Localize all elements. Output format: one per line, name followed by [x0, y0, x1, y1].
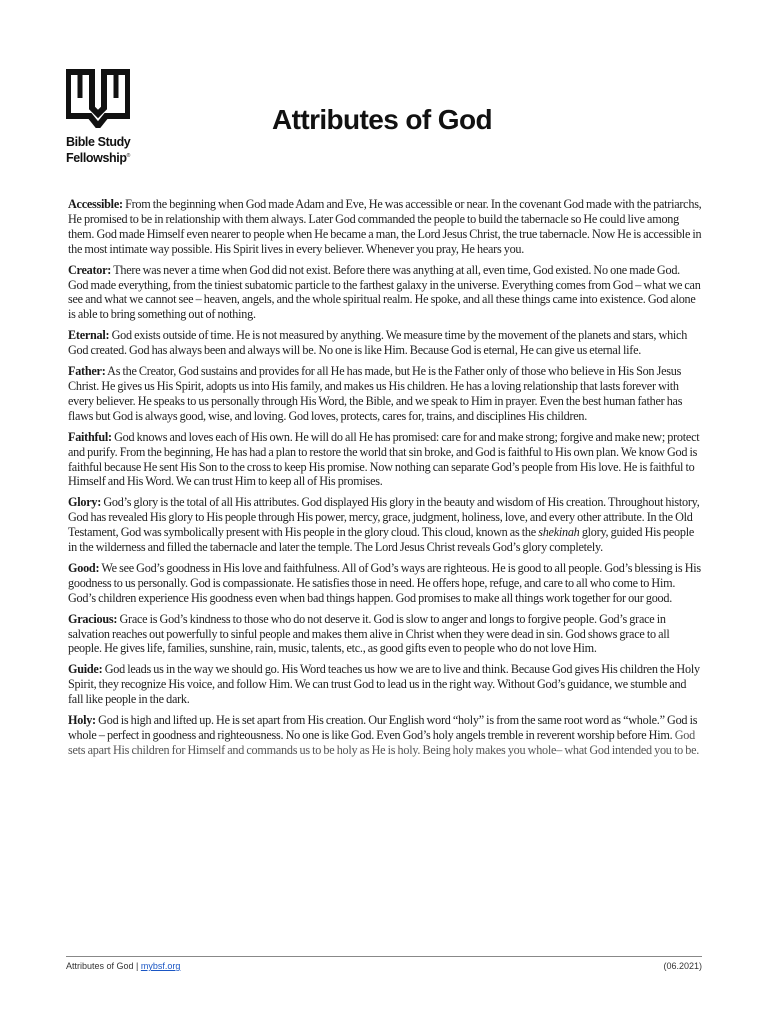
attribute-term: Guide: — [68, 662, 103, 677]
attribute-entry — [68, 430, 702, 490]
attribute-term: Accessible: — [68, 197, 123, 211]
footer-divider — [66, 956, 702, 957]
attribute-description: From the beginning when God made Adam and Eve, He was accessible or near. In the covenant God made with the patriarchs, He promised to be in relationship with them always. Later God commanded the people to build the tabernacle so He could live among them. God made Himself even nearer to people when He became a man, the Lord Jesus Christ, the true tabernacle. Now He is accessible in the most intimate way possible. His Spirit lives in every believer. Whenever you pray, He hears you. — [68, 197, 702, 256]
attribute-term: Father: — [68, 364, 106, 379]
registered-mark: ® — [126, 153, 130, 159]
attribute-term: Gracious: — [68, 611, 118, 626]
attributes-list — [68, 197, 702, 764]
attribute-entry — [68, 713, 702, 758]
footer-date: (06.2021) — [663, 961, 702, 971]
footer-document-name: Attributes of God | — [66, 961, 141, 971]
attribute-italic-term: shekinah — [538, 525, 580, 540]
attribute-description: Grace is God’s kindness to those who do not deserve it. God is slow to anger and longs to forgive people. God’s grace in salvation reaches out powerfully to sinful people and makes them alive in Christ when they were dead in sin. God shows grace to all people. He gives life, families, sunshine, rain, music, talents, etc., as good gifts even to people who do not love Him. — [68, 611, 670, 656]
attribute-term: Good: — [68, 560, 100, 575]
attribute-entry — [68, 561, 702, 606]
attribute-description: God knows and loves each of His own. He will do all He has promised: care for and make strong; forgive and make new; protect and purify. From the beginning, He has had a plan to restore the world that sin broke, and God is faithful to His own plan. We know God is faithful because He sent His Son to the cross to keep His promise. Now nothing can separate God’s people from His love. He is faithful to Himself and His Word. We can trust Him to keep all of His promises. — [68, 429, 700, 489]
attribute-description: God is high and lifted up. He is set apart from His creation. Our English word “holy” is from the same root word as “whole.” God is whole – perfect in goodness and righteousness. No one is like God. Even God’s holy angels tremble in reverent worship before Him. — [68, 713, 698, 742]
page-title: Attributes of God — [272, 104, 492, 135]
attribute-description: God leads us in the way we should go. His Word teaches us how we are to live and think. Because God gives His children the Holy Spirit, they recognize His voice, and follow Him. We can trust God to lead us in the right way. Without God’s guidance, we stumble and fall like people in the dark. — [68, 662, 700, 707]
attribute-entry — [68, 612, 702, 657]
attribute-description: God’s glory is the total of all His attributes. God displayed His glory in the beauty and wisdom of His creation. Throughout history, God has revealed His glory to His people through His power, mercy, grace, judgment, holiness, love, and every other attribute. In the Old Testament, God was symbolically present with His people in the glory cloud. This cloud, known as the — [68, 495, 700, 540]
attribute-term: Glory: — [68, 495, 102, 510]
attribute-term: Holy: — [68, 713, 96, 728]
attribute-term: Creator: — [68, 262, 112, 277]
attribute-description: As the Creator, God sustains and provides for all He has made, but He is the Father only of those who believe in His Son Jesus Christ. He gives us His Spirit, adopts us into His family, and makes us His children. He has a loving relationship that lasts forever with every believer. He speaks to us personally through His Word, the Bible, and we speak to Him in prayer. Even the best human father has flaws but God is always good, wise, and loving. God loves, protects, cares for, trains, and disciplines His children. — [68, 364, 683, 423]
attribute-description: God exists outside of time. He is not measured by anything. We measure time by the movement of the planets and stars, which God created. God has always been and always will be. No one is like Him. Because God is eternal, He can give us eternal life. — [68, 328, 688, 358]
logo-line-1: Bible Study — [66, 135, 131, 149]
attribute-description: We see God’s goodness in His love and faithfulness. All of God’s ways are righteous. He is good to all people. God’s blessing is His goodness to us personally. God is compassionate. He satisfies those in need. He offers hope, refuge, and care to all who come to Him. God’s children experience His goodness even when bad things happen. God promises to make all things work together for our good. — [68, 560, 701, 605]
attribute-entry — [68, 197, 702, 257]
attribute-entry — [68, 263, 702, 323]
logo-line-2: Fellowship — [66, 151, 127, 166]
attribute-entry — [68, 662, 702, 707]
bsf-logo — [66, 68, 146, 165]
attribute-description: God sets apart His children for Himself and commands us to be holy as He is holy. Being holy makes you whole– what God intended you to be. — [68, 728, 700, 757]
attribute-description: There was never a time when God did not exist. Before there was anything at all, even time, God existed. No one made God. God made everything, from the tiniest subatomic particle to the farthest galaxy in the universe. Everything comes from God – what we can see and what we cannot see – heaven, angels, and the whole spiritual realm. He spoke, and all these things came into existence. God alone is able to bring something out of nothing. — [68, 262, 701, 322]
open-book-icon — [66, 68, 130, 128]
attribute-entry — [68, 328, 702, 358]
attribute-entry — [68, 495, 702, 555]
attribute-term: Faithful: — [68, 429, 112, 444]
logo-wordmark — [66, 135, 146, 165]
attribute-entry — [68, 364, 702, 424]
footer-website-link[interactable]: mybsf.org — [140, 961, 181, 971]
attribute-term: Eternal: — [68, 328, 110, 343]
attribute-description: glory, guided His people in the wilderness and filled the tabernacle and later the temple. The Lord Jesus Christ reveals God’s glory completely. — [68, 525, 695, 555]
